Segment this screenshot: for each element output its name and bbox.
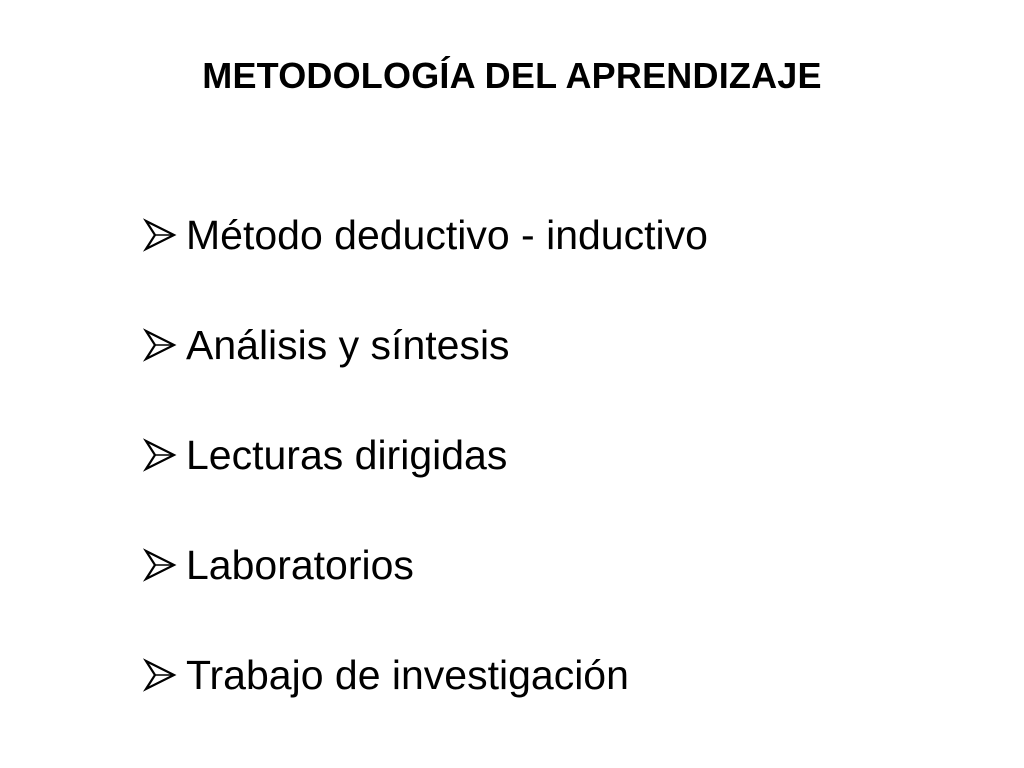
arrowhead-bullet-icon	[142, 328, 182, 362]
list-item	[142, 400, 708, 510]
arrowhead-bullet-icon	[142, 658, 182, 692]
arrowhead-bullet-icon	[142, 438, 182, 472]
slide-title: METODOLOGÍA DEL APRENDIZAJE	[202, 55, 822, 96]
list-item	[142, 180, 708, 290]
bullet-list	[142, 180, 708, 730]
list-item	[142, 510, 708, 620]
list-item-label: Trabajo de investigación	[186, 651, 629, 698]
list-item-label: Análisis y síntesis	[186, 321, 510, 368]
arrowhead-bullet-icon	[142, 548, 182, 582]
list-item-label: Lecturas dirigidas	[186, 431, 508, 478]
list-item-label: Laboratorios	[186, 541, 414, 588]
list-item-label: Método deductivo - inductivo	[186, 211, 708, 258]
list-item	[142, 620, 708, 730]
list-item	[142, 290, 708, 400]
arrowhead-bullet-icon	[142, 218, 182, 252]
